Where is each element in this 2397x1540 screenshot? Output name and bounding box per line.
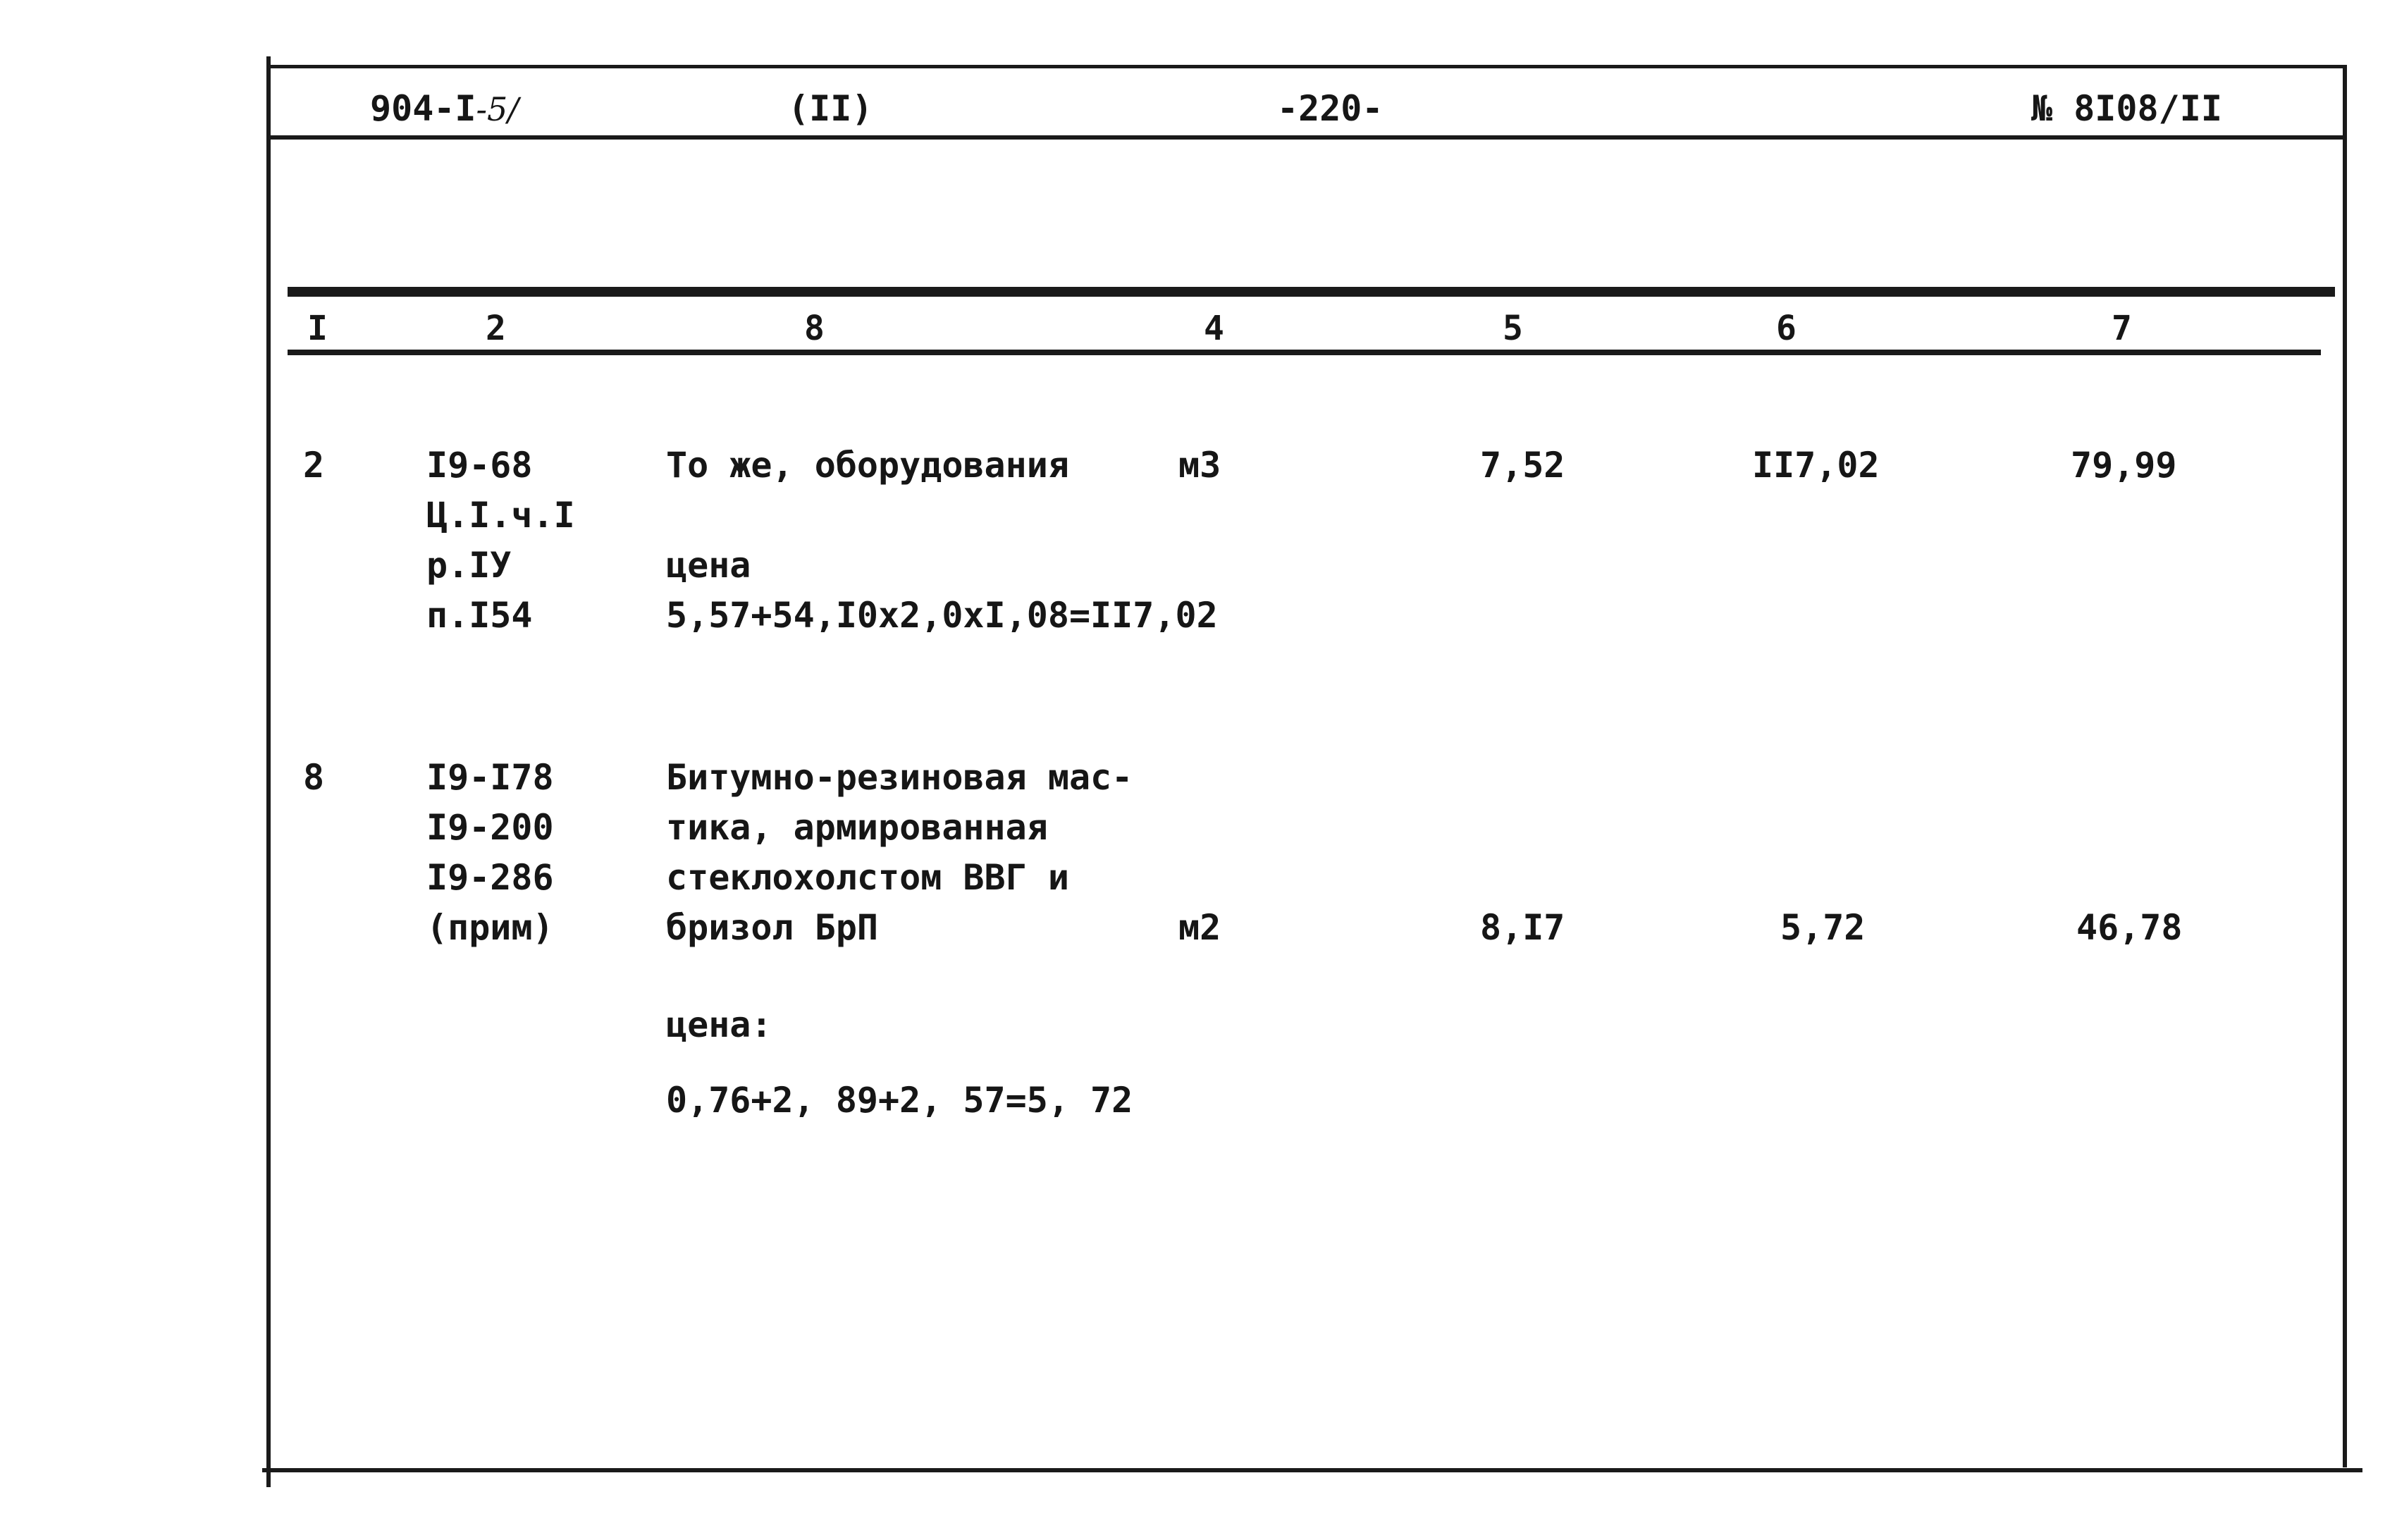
- desc-line: тика, армированная: [666, 807, 1048, 848]
- column-number-6: 6: [1776, 309, 1797, 348]
- row-code-block: [426, 753, 554, 953]
- column-number-4: 4: [1204, 309, 1224, 348]
- column-number-5: 5: [1503, 309, 1523, 348]
- column-number-2: 2: [486, 309, 506, 348]
- price-formula: 0,76+2, 89+2, 57=5, 72: [666, 1080, 1133, 1121]
- row-unit: м2: [1178, 907, 1221, 948]
- desc-line: Битумно-резиновая мас-: [666, 757, 1133, 798]
- row-number: 8: [303, 757, 325, 798]
- series-code: 904-I: [370, 88, 476, 129]
- price-label: цена:: [666, 1004, 772, 1045]
- row-total: 79,99: [2071, 445, 2177, 486]
- row-description: [666, 753, 1133, 953]
- code-line: I9-I78: [426, 757, 554, 798]
- code-line: (прим): [426, 907, 554, 948]
- column-number-1: I: [307, 309, 328, 348]
- row-total: 46,78: [2076, 907, 2183, 948]
- row-code-block: [426, 441, 575, 641]
- column-number-3: 8: [804, 309, 825, 348]
- code-line: р.IУ: [426, 545, 512, 586]
- price-label: цена: [666, 545, 751, 586]
- code-line: I9-286: [426, 857, 554, 898]
- row-number: 2: [303, 445, 325, 486]
- frame-left-border: [266, 56, 271, 1487]
- doc-number: № 8I08/II: [2031, 88, 2222, 129]
- page-number: -220-: [1277, 88, 1384, 129]
- code-line: I9-68: [426, 445, 533, 486]
- series-handwritten-suffix: -5/: [476, 90, 519, 128]
- column-number-7: 7: [2112, 309, 2132, 348]
- price-formula: 5,57+54,I0x2,0xI,08=II7,02: [666, 595, 1218, 636]
- code-line: Ц.I.ч.I: [426, 495, 575, 536]
- frame-bottom-border: [262, 1468, 2362, 1472]
- doc-section: (II): [788, 88, 873, 129]
- row-unit: м3: [1178, 445, 1221, 486]
- table-header-bottom-rule: [288, 350, 2321, 355]
- frame-right-border: [2343, 65, 2347, 1467]
- header-divider: [268, 135, 2346, 140]
- row-description: [666, 441, 1218, 641]
- code-line: I9-200: [426, 807, 554, 848]
- table-header-top-rule: [288, 287, 2335, 297]
- doc-series: [370, 88, 519, 129]
- frame-top-border: [268, 65, 2346, 68]
- desc-title: То же, оборудования: [666, 445, 1069, 486]
- row-price: II7,02: [1752, 445, 1880, 486]
- desc-line: бризол БрП: [666, 907, 879, 948]
- row-quantity: 7,52: [1480, 445, 1565, 486]
- row-price: 5,72: [1780, 907, 1866, 948]
- desc-line: стеклохолстом ВВГ и: [666, 857, 1069, 898]
- row-quantity: 8,I7: [1480, 907, 1565, 948]
- code-line: п.I54: [426, 595, 533, 636]
